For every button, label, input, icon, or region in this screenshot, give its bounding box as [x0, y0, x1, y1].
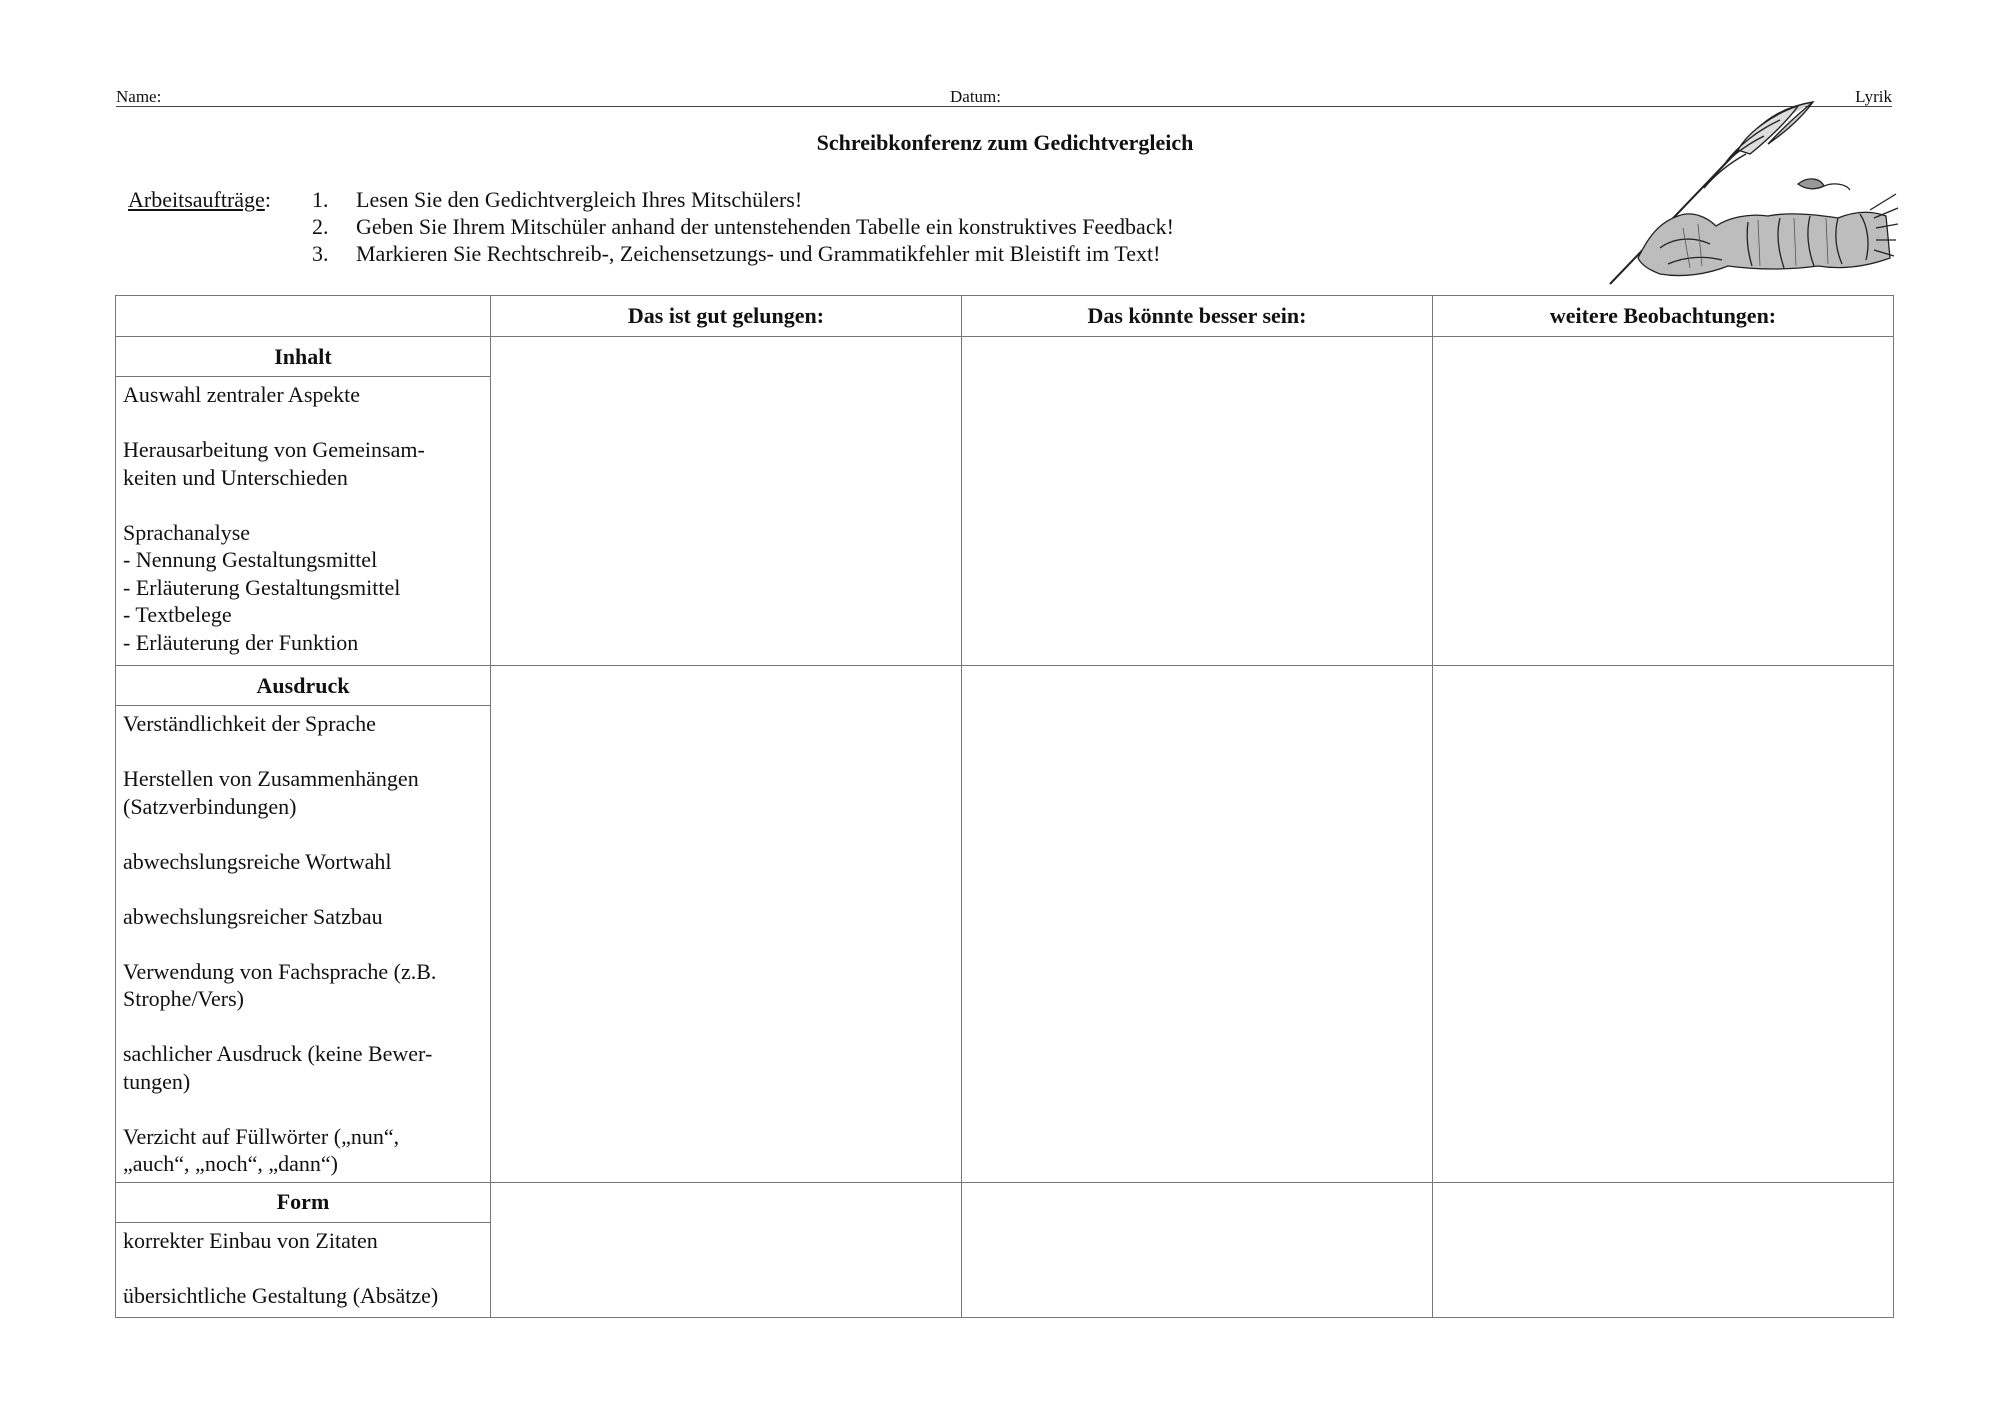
quill-pen-hand-icon [1598, 98, 1898, 288]
section-header-row [116, 666, 1894, 706]
feedback-cell-improve[interactable] [962, 666, 1433, 1183]
date-label: Datum: [950, 87, 1001, 106]
tasks-label: Arbeitsaufträge: [128, 187, 271, 212]
criterion: sachlicher Ausdruck (keine Bewer- tungen) [123, 1041, 433, 1094]
criterion: abwechslungsreicher Satzbau [123, 903, 383, 929]
feedback-cell-observations[interactable] [1433, 337, 1894, 666]
section-heading-ausdruck: Ausdruck [116, 666, 491, 706]
feedback-cell-improve[interactable] [962, 1182, 1433, 1317]
column-header-good: Das ist gut gelungen: [491, 296, 962, 337]
feedback-cell-good[interactable] [491, 337, 962, 666]
criterion: Herstellen von Zusammenhängen (Satzverbindungen) [123, 766, 419, 819]
task-number: 3. [312, 241, 329, 266]
section-header-row [116, 337, 1894, 377]
criterion: Verständlichkeit der Sprache [123, 711, 376, 736]
name-label: Name: [116, 87, 162, 106]
criterion: Sprachanalyse - Nennung Gestaltungsmittel - Erläuterung Gestaltungsmittel - Textbelege - Erläuterung der Funktion [123, 519, 401, 655]
feedback-cell-improve[interactable] [962, 337, 1433, 666]
section-heading-form: Form [116, 1182, 491, 1222]
feedback-cell-observations[interactable] [1433, 666, 1894, 1183]
page-title: Schreibkonferenz zum Gedichtvergleich [816, 130, 1194, 155]
criterion: abwechslungsreiche Wortwahl [123, 848, 392, 874]
feedback-table [115, 295, 1894, 1318]
section-header-row [116, 1182, 1894, 1222]
column-header-criteria [116, 296, 491, 337]
criterion: übersichtliche Gestaltung (Absätze) [123, 1282, 439, 1308]
criterion: Herausarbeitung von Gemeinsam- keiten und Unterschieden [123, 437, 425, 490]
task-text: Lesen Sie den Gedichtvergleich Ihres Mitschülers! [356, 187, 803, 212]
section-heading-inhalt: Inhalt [116, 337, 491, 377]
table-header-row [116, 296, 1894, 337]
criterion: Auswahl zentraler Aspekte [123, 382, 361, 407]
task-number: 1. [312, 187, 329, 212]
criterion: Verwendung von Fachsprache (z.B. Strophe/Vers) [123, 958, 437, 1011]
criteria-list-ausdruck [116, 706, 491, 1183]
criteria-list-inhalt [116, 377, 491, 666]
task-text: Geben Sie Ihrem Mitschüler anhand der untenstehenden Tabelle ein konstruktives Feedback! [356, 214, 1174, 239]
column-header-improve: Das könnte besser sein: [962, 296, 1433, 337]
feedback-cell-good[interactable] [491, 1182, 962, 1317]
feedback-cell-observations[interactable] [1433, 1182, 1894, 1317]
feedback-cell-good[interactable] [491, 666, 962, 1183]
criterion: korrekter Einbau von Zitaten [123, 1227, 378, 1253]
task-text: Markieren Sie Rechtschreib-, Zeichensetzungs- und Grammatikfehler mit Bleistift im Text! [356, 241, 1161, 266]
subject-label: Lyrik [1855, 87, 1892, 106]
criterion: Verzicht auf Füllwörter („nun“, „auch“, „noch“, „dann“) [123, 1123, 400, 1176]
task-number: 2. [312, 214, 329, 239]
column-header-observations: weitere Beobachtungen: [1433, 296, 1894, 337]
criteria-list-form [116, 1222, 491, 1317]
